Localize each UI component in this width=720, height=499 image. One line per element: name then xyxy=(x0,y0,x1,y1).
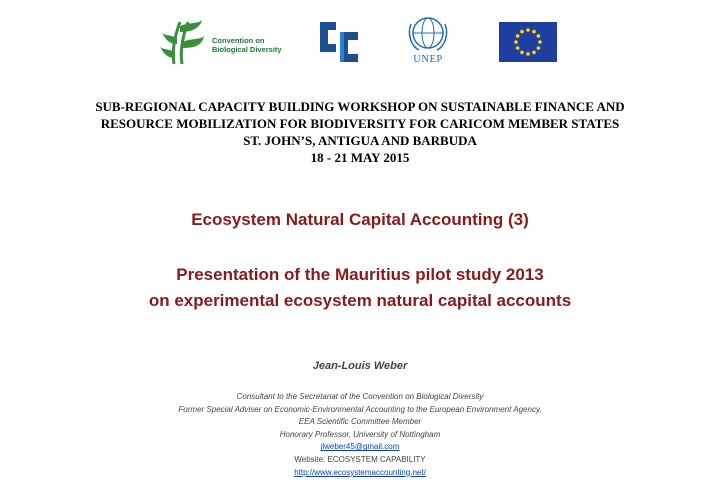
eu-flag-logo xyxy=(499,22,557,62)
workshop-location: ST. JOHN’S, ANTIGUA AND BARBUDA xyxy=(243,133,477,148)
cbd-logo-line1: Convention on xyxy=(212,36,265,45)
eu-stars-icon xyxy=(499,22,557,62)
logo-bar xyxy=(0,0,720,80)
affiliation-line2: Former Special Adviser on Economic-Environmental Accounting to the European Environment Agency, xyxy=(178,404,542,414)
affiliation-line4: Honorary Professor, University of Nottingham xyxy=(279,429,441,439)
affiliation-line3: EEA Scientific Committee Member xyxy=(298,417,422,427)
caricom-cc-icon xyxy=(316,18,360,66)
workshop-line1: SUB-REGIONAL CAPACITY BUILDING WORKSHOP ON SUSTAINABLE FINANCE AND xyxy=(95,99,625,114)
workshop-dates: 18 - 21 MAY 2015 xyxy=(310,150,410,165)
email-link[interactable]: jlweber45@gmail.com xyxy=(320,442,400,452)
caricom-logo xyxy=(316,18,360,66)
website-link[interactable]: http://www.ecosystemaccounting.net/ xyxy=(294,467,426,477)
author-details xyxy=(0,391,720,479)
cbd-logo-line2: Biological Diversity xyxy=(212,45,282,54)
workshop-line2: RESOURCE MOBILIZATION FOR BIODIVERSITY FOR CARICOM MEMBER STATES xyxy=(100,116,620,131)
unep-globe-icon xyxy=(405,14,451,56)
affiliation-line1: Consultant to the Secretariat of the Convention on Biological Diversity xyxy=(236,392,484,401)
unep-label: UNEP xyxy=(413,54,443,65)
unep-logo xyxy=(405,14,451,68)
author-name: Jean-Louis Weber xyxy=(312,360,408,372)
cbd-logo xyxy=(160,16,286,66)
subtitle-line1: Presentation of the Mauritius pilot study 2013 xyxy=(176,265,544,284)
cbd-leaf-icon xyxy=(160,16,208,66)
subtitle-line2: on experimental ecosystem natural capital accounts xyxy=(148,291,572,310)
website-label: Website: ECOSYSTEM CAPABILITY xyxy=(294,454,426,464)
workshop-heading xyxy=(0,98,720,166)
presentation-title: Ecosystem Natural Capital Accounting (3) xyxy=(191,210,529,229)
presentation-subtitle xyxy=(0,262,720,314)
